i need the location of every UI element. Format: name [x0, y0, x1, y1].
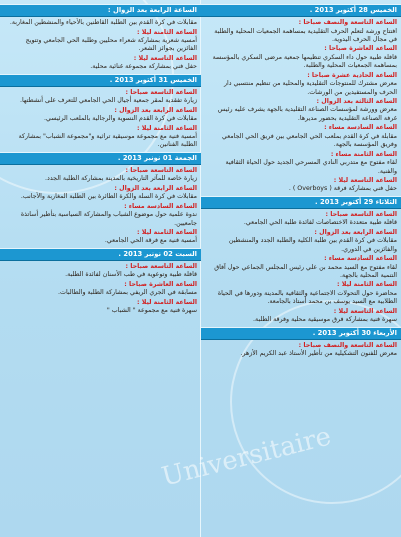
entry-time: الساعة العاشرة صباحا :: [124, 280, 197, 288]
day-heading: الأربعاء 30 أكتوبر 2013 .: [201, 327, 401, 340]
entry-description: قافلة طبية حول داء السكري تنظيمها جمعية مرضى السكري بالمؤسسة بمساهمة الجمعيات المحلية والطلبة.: [212, 53, 397, 70]
program-entry: [205, 72, 397, 97]
entry-time: الساعة التاسعة صباحا :: [125, 166, 197, 174]
entry-time: الساعة الثامنة ليلا :: [137, 124, 197, 132]
entry-description: أمسية فنية مع مجموعة موسيقية تراثية و"مجموعة الشباب" بمشاركة الطلبة الفنانين.: [18, 133, 197, 149]
program-entry: [4, 229, 197, 246]
day-heading: السبت 02 نونبر 2013 .: [0, 248, 201, 261]
entry-time: الساعة الثامنة مساء :: [330, 150, 397, 158]
program-entry: [4, 299, 197, 316]
entry-description: حفل فني بمشاركة مجموعة غنائية محلية.: [90, 63, 197, 71]
entry-time: الساعة الرابعة بعد الزوال :: [114, 184, 197, 192]
entry-time: الساعة التاسعة ليلا :: [333, 307, 397, 315]
entry-description: معرض مشترك للمنتوجات التقليدية والمحلية من تنظيم منتسبي دار الحرف والمستفيدين من الورشات.: [223, 80, 397, 96]
day-section: [4, 74, 197, 150]
entry-description: معرض للفنون التشكيلية من تأطير الأستاذ عبد الكريم الأزهر.: [240, 350, 397, 358]
entry-time: الساعة التاسعة صباحا :: [325, 210, 397, 218]
entry-time: الساعة الثالثة بعد الزوال :: [316, 98, 397, 106]
entry-description: زيارة خاصة للمآثر التاريخية بالمدينة بمشاركة الطلبة الجدد.: [45, 175, 197, 183]
entry-description: مقابلات في كرة القدم النسوية والرجالية بالملعب الرئيسي.: [44, 115, 197, 123]
entry-time: الساعة الثامنة ليلا :: [337, 281, 397, 289]
entry-description: لقاء مفتوح مع متدربي النادي المسرحي الجديد حول الحياة الثقافية والفنية.: [225, 159, 397, 175]
entry-time: الساعة الثامنة ليلا :: [137, 28, 197, 36]
entry-time: الساعة السادسة مساء :: [324, 255, 397, 263]
day-heading: الساعة الرابعة بعد الزوال :: [0, 4, 201, 17]
entry-time: الساعة التاسعة صباحا :: [125, 88, 197, 96]
entry-time: الساعة التاسعة ليلا :: [333, 176, 397, 184]
entry-description: افتتاح ورشة لتعلم الحرف التقليدية بمساهمة الجمعيات المحلية والطلبة في مجال الحرف اليدوية.: [214, 27, 397, 43]
program-entry: [205, 255, 397, 280]
program-entry: [4, 89, 197, 106]
day-heading: الثلاثاء 29 أكتوبر 2013 .: [201, 196, 401, 209]
entry-description: قافلة طبية متعددة الاختصاصات لفائدة طلبة الحي الجامعي.: [243, 219, 397, 227]
entry-description: حفل فني بمشاركة فرقة ( Overboys ) .: [288, 185, 397, 193]
program-entry: [205, 308, 397, 325]
entry-time: الساعة الثامنة ليلا :: [137, 298, 197, 306]
program-entry: [4, 281, 197, 298]
entry-time: الساعة الرابعة بعد الزوال :: [314, 228, 397, 236]
entry-time: الساعة التاسعة والنصف صباحا :: [298, 341, 397, 349]
entry-description: سهرة فنية مع مجموعة " الشباب ": [106, 307, 197, 315]
day-section: [4, 152, 197, 246]
program-entry: [205, 45, 397, 70]
program-entry: [4, 203, 197, 228]
entry-time: الساعة الحادية عشرة صباحا :: [307, 71, 397, 79]
program-entry: [4, 29, 197, 54]
entry-description: زيارة تفقدية لمقر جمعية أجيال الحي الجامعي للتعرف على أنشطتها.: [19, 97, 197, 105]
entry-time: الساعة السادسة مساء :: [324, 124, 397, 132]
program-entry: [205, 342, 397, 359]
program-entry: [4, 107, 197, 124]
program-entry: [4, 263, 197, 280]
entry-description: أمسية شعرية بمشاركة شعراء محليين وطلبة الحي الجامعي وتتويج الفائزين بجوائز الشعر.: [25, 36, 197, 53]
day-section: [4, 248, 197, 316]
entry-description: سهرة فنية بمشاركة فرق موسيقية محلية وفرقة الطلبة.: [252, 316, 397, 324]
entry-description: مقابلات في كرة القدم بين طلبة الكلية والطلبة الجدد والمنشطين والفائزين في الدوري.: [228, 237, 397, 253]
entry-time: الساعة الرابعة بعد الزوال :: [114, 106, 197, 114]
day-heading: الجمعة 01 نونبر 2013 .: [0, 152, 201, 165]
entry-time: الساعة العاشرة صباحا :: [324, 45, 397, 53]
entry-description: أمسية فنية مع فرقة الحي الجامعي.: [104, 237, 197, 245]
program-entry: [205, 177, 397, 194]
day-section: [205, 327, 397, 359]
entry-time: الساعة التاسعة والنصف صباحا :: [298, 19, 397, 27]
program-entry: [4, 55, 197, 72]
program-entry: [205, 124, 397, 149]
program-entry: [4, 167, 197, 184]
entry-description: مقابلات في كرة السلة والكرة الطائرة بين الطلبة المغاربة والأجانب.: [20, 193, 197, 201]
watermark-text: Universitaire: [158, 421, 335, 493]
entry-description: مقابلات في كرة القدم بين الطلبة القاطنين بالأحياء والمنشطين المغاربة.: [9, 19, 197, 27]
program-entry: [205, 151, 397, 176]
entry-time: الساعة التاسعة ليلا :: [133, 54, 197, 62]
entry-description: ندوة علمية حول موضوع الشباب والمشاركة السياسية بتأطير أساتذة جامعيين.: [20, 211, 197, 227]
entry-time: الساعة التاسعة صباحا :: [125, 263, 197, 270]
entry-time: الساعة الثامنة ليلا :: [137, 229, 197, 237]
program-entry: [205, 281, 397, 306]
entry-description: مسابقة في الجري الريفي بمشاركة الطلبة والطالبات.: [58, 289, 197, 297]
program-entry: [4, 125, 197, 150]
day-section: [205, 4, 397, 194]
program-entry: [205, 19, 397, 44]
program-entry: [205, 229, 397, 254]
day-heading: الخميس 28 أكتوبر 2013 .: [201, 4, 401, 17]
right-column: [201, 0, 401, 537]
day-section: [4, 4, 197, 72]
entry-description: مقابلة في كرة القدم بملعب الحي الجامعي بين فريق الحي الجامعي وفريق المؤسسة بالجهة.: [221, 132, 397, 149]
program-entry: [205, 211, 397, 228]
entry-description: قافلة طبية وتوعوية في طب الأسنان لفائدة الطلبة.: [65, 271, 197, 279]
day-heading: الخميس 31 أكتوبر 2013 .: [0, 74, 201, 87]
entry-description: لقاء مفتوح مع السيد محمد بن علي رئيس المجلس الجماعي حول آفاق التنمية المحلية بالجهة.: [214, 263, 397, 279]
entry-description: محاضرة حول التحولات الاجتماعية والثقافية بالمدينة ودورها في الحياة الطلابية مع السيد يوسف بن محمد أستاذ بالجامعة.: [217, 289, 397, 306]
program-entry: [4, 185, 197, 202]
program-entry: [205, 98, 397, 123]
program-entry: [4, 19, 197, 27]
entry-time: الساعة السادسة مساء :: [124, 202, 197, 210]
day-section: [205, 196, 397, 325]
entry-description: معرض وورشة لمؤسسات الصناعة التقليدية بالجهة يشرف عليه رئيس غرفة الصناعة التقليدية بحضور مديرها.: [217, 106, 397, 122]
